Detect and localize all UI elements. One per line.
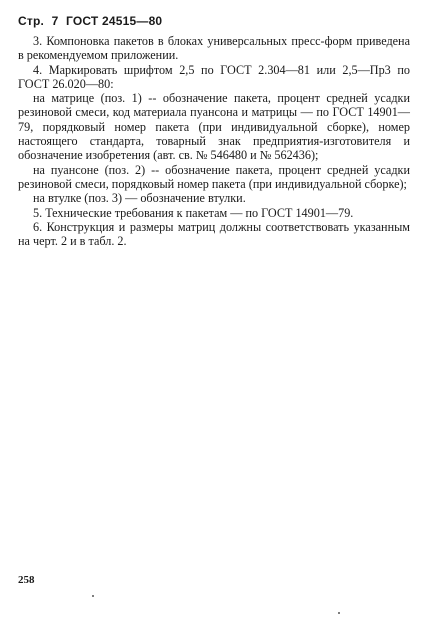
- paragraph-item-3: 3. Компоновка пакетов в блоках универсальных пресс-форм приведена в рекомендуемом приложении.: [18, 34, 410, 63]
- body-text: [18, 34, 410, 248]
- paragraph-marking-punch: на пуансоне (поз. 2) -- обозначение пакета, процент средней усадки резиновой смеси, порядковый номер пакета (при индивидуальной сборке);: [18, 162, 410, 191]
- header-page-number: 7: [51, 14, 59, 28]
- page-number: 258: [18, 574, 35, 586]
- paragraph-marking-sleeve: на втулке (поз. 3) — обозначение втулки.: [33, 191, 246, 206]
- scan-speck: [338, 612, 340, 614]
- document-code: ГОСТ 24515—80: [65, 14, 163, 28]
- paragraph-marking-matrix: на матрице (поз. 1) -- обозначение пакета, процент средней усадки резиновой смеси, код материала пуансона и матрицы — по ГОСТ 14901—79, порядковый номер пакета (при индивидуальной сборке), номер настоящего стандарта, товарный знак предприятия-изготовителя и обозначение изобретения (авт. св. № 546480 и № 562436);: [18, 91, 410, 163]
- scan-speck: [92, 595, 94, 597]
- paragraph-item-5: 5. Технические требования к пакетам — по ГОСТ 14901—79.: [33, 205, 354, 220]
- page-label: Стр.: [18, 14, 45, 28]
- running-header: [18, 14, 338, 28]
- paragraph-item-4: 4. Маркировать шрифтом 2,5 по ГОСТ 2.304—81 или 2,5—Пр3 по ГОСТ 26.020—80:: [18, 62, 410, 91]
- paragraph-item-6: 6. Конструкция и размеры матриц должны соответствовать указанным на черт. 2 и в табл. 2.: [18, 219, 410, 249]
